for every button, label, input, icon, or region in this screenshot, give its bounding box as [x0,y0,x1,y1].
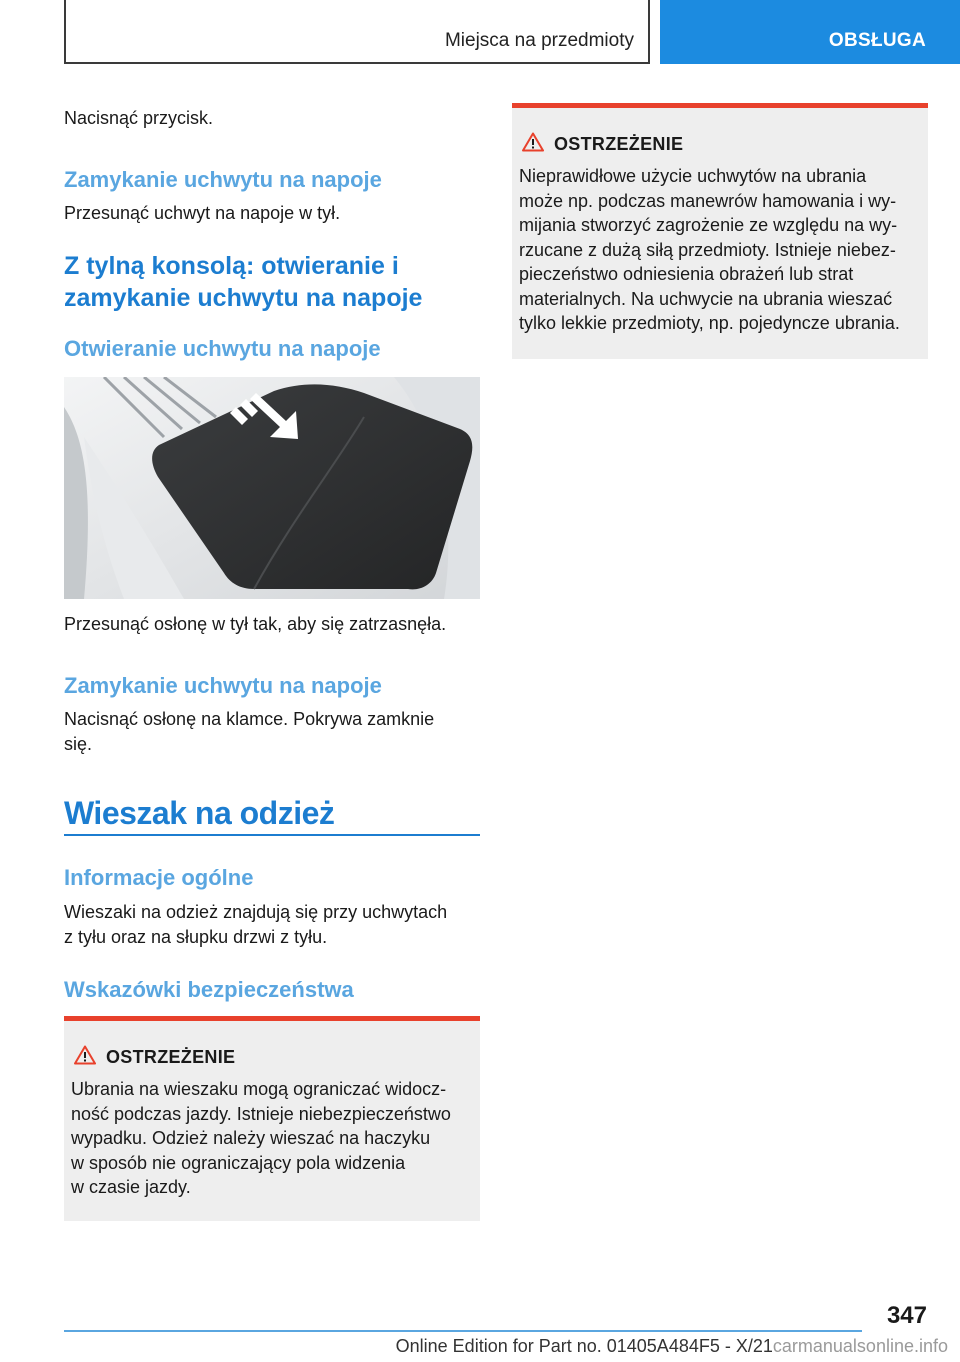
heading-close-cupholder: Zamykanie uchwytu na napoje [64,167,382,192]
warning-box-hanger-use [512,103,928,359]
warning-body [71,1077,475,1200]
warning-body [519,164,923,336]
footer-edition: Online Edition for Part no. 01405A484F5 - X/21 [395,1336,773,1356]
heading-close-cupholder-2: Zamykanie uchwytu na napoje [64,673,382,698]
warning-line: pieczeństwo odniesienia obrażeń lub strat [519,264,854,284]
warning-line: materialnych. Na uchwycie na ubrania wieszać [519,288,893,309]
paragraph-press-button: Nacisnąć przycisk. [64,108,214,128]
heading-rule [64,834,480,836]
warning-title: OSTRZEŻENIE [106,1047,236,1067]
heading-coat-hanger: Wieszak na odzież [64,795,335,831]
warning-line: ność podczas jazdy. Istnieje niebezpieczeństwo [71,1103,451,1124]
page-number: 347 [886,1302,927,1329]
paragraph-press-cover-line1: Nacisnąć osłonę na klamce. Pokrywa zamknie [64,709,435,729]
paragraph-slide-cover: Przesunąć osłonę w tył tak, aby się zatrzasnęła. [64,614,447,634]
warning-line: może np. podczas manewrów hamowania i wy- [519,190,897,211]
warning-line: Nieprawidłowe użycie uchwytów na ubrania [519,166,867,186]
warning-box-visibility [64,1016,480,1221]
heading-rear-console-line1: Z tylną konsolą: otwieranie i [64,252,399,280]
header-section-title: Miejsca na przedmioty [444,30,634,51]
warning-line: w czasie jazdy. [71,1177,191,1197]
header-chapter-tab[interactable] [660,0,960,64]
heading-general-info: Informacje ogólne [64,865,254,890]
paragraph-press-cover-line2: się. [64,734,93,754]
warning-line: w sposób nie ograniczający pola widzenia [71,1152,406,1173]
footer-edition-line [396,1336,948,1357]
footer-rule [64,1330,862,1332]
paragraph-hanger-location-line1: Wieszaki na odzież znajdują się przy uchwytach [64,902,448,922]
warning-line: rzucane z dużą siłą przedmioty. Istnieje niebez- [519,239,896,260]
warning-line: Ubrania na wieszaku mogą ograniczać widocz- [71,1079,447,1099]
heading-safety-notes: Wskazówki bezpieczeństwa [64,977,354,1002]
footer-watermark[interactable]: carmanualsonline.info [772,1336,948,1356]
warning-line: tylko lekkie przedmioty, np. pojedyncze ubrania. [519,313,900,333]
header-chapter-label: OBSŁUGA [828,30,926,51]
heading-rear-console-line2: zamykanie uchwytu na napoje [64,284,423,312]
heading-open-cupholder: Otwieranie uchwytu na napoje [64,336,381,361]
warning-triangle-icon [74,1045,96,1065]
paragraph-hanger-location-line2: z tyłu oraz na słupku drzwi z tyłu. [64,927,328,947]
header-section-box [64,0,650,64]
console-cover-illustration [64,377,480,599]
warning-line: wypadku. Odzież należy wieszać na haczyku [71,1128,431,1148]
rear-console-photo [64,377,480,599]
paragraph-slide-cupholder: Przesunąć uchwyt na napoje w tył. [64,203,341,223]
warning-triangle-icon [522,132,544,152]
warning-line: mijania stworzyć zagrożenie ze względu na wy- [519,215,898,235]
warning-title: OSTRZEŻENIE [554,134,684,154]
